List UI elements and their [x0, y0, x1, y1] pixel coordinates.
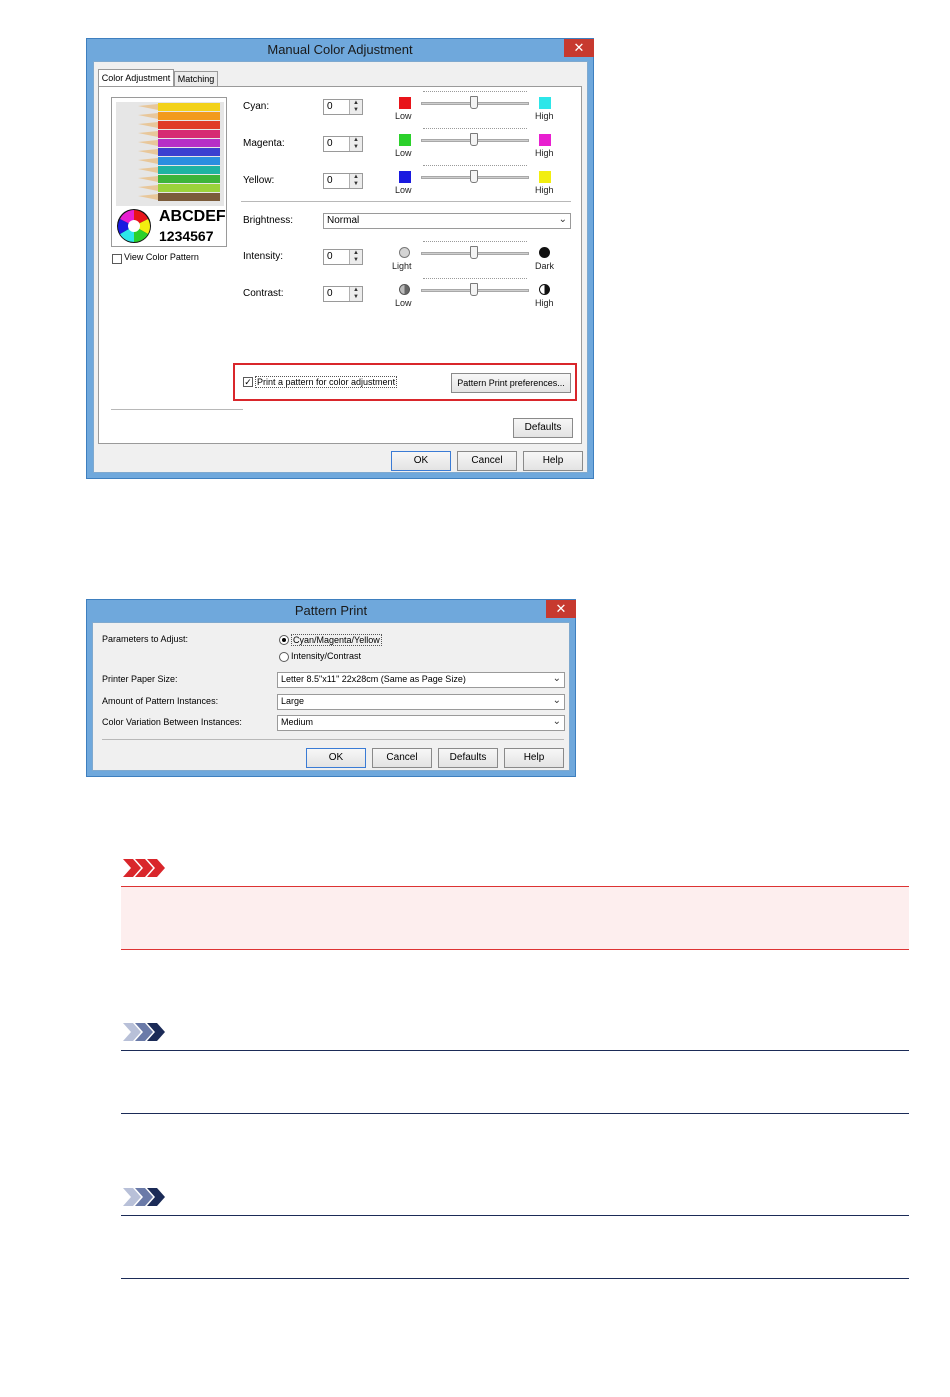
print-pattern-checkbox[interactable]: ✓ [244, 377, 252, 387]
instances-label: Amount of Pattern Instances: [102, 696, 219, 706]
spin-up-icon[interactable]: ▲ [353, 137, 359, 143]
spin-up-icon[interactable]: ▲ [353, 100, 359, 106]
spin-arrows[interactable] [349, 137, 362, 151]
yellow-label: Yellow: [243, 175, 275, 186]
magenta-low-label: Low [395, 148, 412, 158]
dark-circle-icon [539, 247, 550, 258]
radio-intensity-contrast[interactable] [279, 652, 289, 662]
cancel-button[interactable]: Cancel [372, 748, 432, 768]
yellow-high-label: High [535, 185, 554, 195]
brightness-select[interactable] [323, 213, 571, 229]
pattern-print-preferences-button[interactable]: Pattern Print preferences... [451, 373, 571, 393]
intensity-label: Intensity: [243, 251, 284, 262]
tab-panel [98, 86, 582, 444]
contrast-value: 0 [327, 288, 333, 299]
cyan-label: Cyan: [243, 101, 270, 112]
magenta-spinbox[interactable] [323, 136, 363, 152]
spin-up-icon[interactable]: ▲ [353, 287, 359, 293]
important-chevrons-icon [121, 858, 167, 881]
contrast-high-icon [539, 284, 550, 295]
variation-select[interactable] [277, 715, 565, 731]
spin-down-icon[interactable]: ▼ [353, 107, 359, 113]
brightness-label: Brightness: [243, 215, 294, 226]
contrast-high-label: High [535, 298, 554, 308]
instances-select[interactable] [277, 694, 565, 710]
dialog-body [93, 61, 588, 473]
close-button[interactable]: ✕ [546, 600, 576, 618]
paper-size-select[interactable] [277, 672, 565, 688]
ok-button[interactable]: OK [391, 451, 451, 471]
window-title: Pattern Print [294, 603, 368, 618]
radio-cyan-magenta-yellow[interactable] [279, 635, 289, 645]
cyan-slider-thumb[interactable] [470, 96, 478, 109]
magenta-low-swatch [399, 134, 411, 146]
cyan-value: 0 [327, 101, 333, 112]
brightness-value: Normal [327, 215, 360, 226]
note-chevrons-icon [121, 1187, 167, 1210]
print-pattern-label: Print a pattern for color adjustment [257, 377, 396, 387]
separator [241, 201, 571, 202]
view-color-pattern-label: View Color Pattern [124, 252, 199, 262]
pattern-print-window [86, 599, 576, 777]
variation-value: Medium [281, 717, 314, 727]
chevron-down-icon: ⌄ [558, 214, 567, 225]
spin-up-icon[interactable]: ▲ [353, 250, 359, 256]
close-button[interactable]: ✕ [564, 39, 594, 57]
color-preview-image [111, 97, 227, 247]
spin-arrows[interactable] [349, 287, 362, 301]
separator [102, 739, 564, 740]
view-color-pattern-checkbox[interactable] [112, 254, 122, 264]
tab-label: Matching [177, 74, 215, 84]
yellow-high-swatch [539, 171, 551, 183]
intensity-spinbox[interactable] [323, 249, 363, 265]
defaults-button[interactable]: Defaults [438, 748, 498, 768]
magenta-slider-thumb[interactable] [470, 133, 478, 146]
contrast-low-label: Low [395, 298, 412, 308]
cyan-low-label: Low [395, 111, 412, 121]
spin-down-icon[interactable]: ▼ [353, 294, 359, 300]
contrast-spinbox[interactable] [323, 286, 363, 302]
preview-text-numbers: 1234567 [159, 228, 214, 244]
spin-arrows[interactable] [349, 100, 362, 114]
chevron-down-icon: ⌄ [552, 716, 561, 727]
manual-color-adjustment-window [86, 38, 594, 479]
contrast-slider-ticks [423, 278, 527, 281]
spin-down-icon[interactable]: ▼ [353, 257, 359, 263]
cyan-slider-ticks [423, 91, 527, 94]
magenta-label: Magenta: [243, 138, 285, 149]
parameters-label: Parameters to Adjust: [102, 634, 189, 644]
spin-up-icon[interactable]: ▲ [353, 174, 359, 180]
variation-label: Color Variation Between Instances: [102, 717, 242, 727]
help-button[interactable]: Help [504, 748, 564, 768]
intensity-high-label: Dark [535, 261, 555, 271]
magenta-high-label: High [535, 148, 554, 158]
spin-arrows[interactable] [349, 250, 362, 264]
yellow-slider-ticks [423, 165, 527, 168]
help-button[interactable]: Help [523, 451, 583, 471]
magenta-high-swatch [539, 134, 551, 146]
yellow-low-swatch [399, 171, 411, 183]
yellow-slider-thumb[interactable] [470, 170, 478, 183]
contrast-low-icon [399, 284, 410, 295]
radio-cmy-label: Cyan/Magenta/Yellow [293, 635, 380, 645]
cyan-spinbox[interactable] [323, 99, 363, 115]
spin-arrows[interactable] [349, 174, 362, 188]
cyan-high-swatch [539, 97, 551, 109]
important-box [121, 886, 909, 950]
dialog-body [92, 622, 570, 771]
radio-ic-label: Intensity/Contrast [291, 651, 362, 661]
spin-down-icon[interactable]: ▼ [353, 144, 359, 150]
magenta-slider-ticks [423, 128, 527, 131]
cyan-low-swatch [399, 97, 411, 109]
yellow-spinbox[interactable] [323, 173, 363, 189]
intensity-low-label: Light [392, 261, 412, 271]
contrast-slider-thumb[interactable] [470, 283, 478, 296]
window-title: Manual Color Adjustment [267, 42, 413, 57]
yellow-low-label: Low [395, 185, 412, 195]
spin-down-icon[interactable]: ▼ [353, 181, 359, 187]
chevron-down-icon: ⌄ [552, 695, 561, 706]
intensity-value: 0 [327, 251, 333, 262]
note-box [121, 1050, 909, 1114]
ok-button[interactable]: OK [306, 748, 366, 768]
light-circle-icon [399, 247, 410, 258]
intensity-slider-thumb[interactable] [470, 246, 478, 259]
tab-matching[interactable] [174, 71, 218, 87]
tab-label: Color Adjustment [101, 73, 171, 83]
defaults-button[interactable]: Defaults [513, 418, 573, 438]
magenta-value: 0 [327, 138, 333, 149]
paper-size-label: Printer Paper Size: [102, 674, 178, 684]
note-chevrons-icon [121, 1022, 167, 1045]
cyan-high-label: High [535, 111, 554, 121]
contrast-label: Contrast: [243, 288, 284, 299]
cancel-button[interactable]: Cancel [457, 451, 517, 471]
yellow-value: 0 [327, 175, 333, 186]
tab-color-adjustment[interactable] [98, 69, 174, 87]
note-box [121, 1215, 909, 1279]
intensity-slider-ticks [423, 241, 527, 244]
instances-value: Large [281, 696, 305, 706]
preview-text-letters: ABCDEF [159, 208, 226, 225]
paper-size-value: Letter 8.5"x11" 22x28cm (Same as Page Size) [281, 674, 466, 684]
color-wheel-icon [117, 209, 151, 243]
chevron-down-icon: ⌄ [552, 673, 561, 684]
separator [111, 409, 243, 410]
